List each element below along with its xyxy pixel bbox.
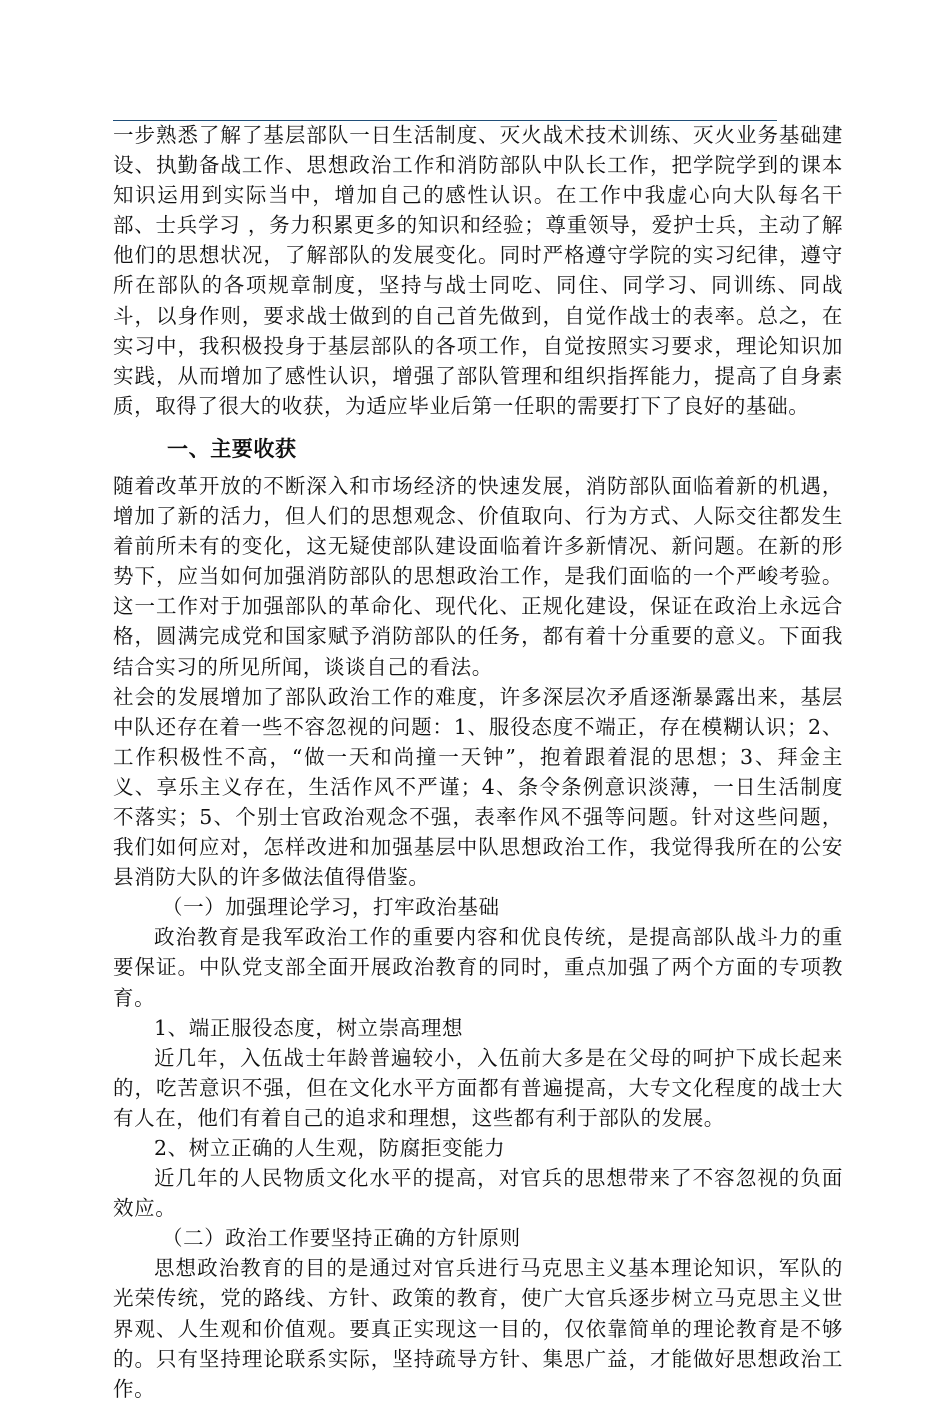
subheading-principles: （二）政治工作要坚持正确的方针原则 — [162, 1226, 521, 1251]
item-outlook-on-life: 2、树立正确的人生观，防腐拒变能力 — [154, 1136, 506, 1160]
intro-paragraph: 一步熟悉了解了基层部队一日生活制度、灭火战术技术训练、灭火业务基础建设、执勤备战工作、思想政治工作和消防部队中队长工作，把学院学到的课本知识运用到实际当中，增加自己的感性认识。在工作中我虚心向大队每名干部、士兵学习 ，务力积累更多的知识和经验；尊重领导，爱护士兵，主动了解他们的思想状况，了解部队的发展变化。同时严格遵守学院的实习纪律，遵守所在部队的各项规章制度，坚持与战士同吃、同住、同学习、同训练、同战斗，以身作则，要求战士做到的自己首先做到，自觉作战士的表率。总之，在实习中，我积极投身于基层部队的各项工作，自觉按照实习要求，理论知识加实践，从而增加了感性认识，增强了部队管理和组织指挥能力，提高了自身素质，取得了很大的收获，为适应毕业后第一任职的需要打下了良好的基础。 — [113, 123, 843, 418]
section-heading-main-gains: 一、主要收获 — [167, 436, 297, 461]
paragraph-negative-effects: 近几年的人民物质文化水平的提高，对官兵的思想带来了不容忽视的负面效应。 — [113, 1166, 843, 1221]
subheading-theory-study: （一）加强理论学习，打牢政治基础 — [162, 895, 500, 920]
paragraph-recruits: 近几年，入伍战士年龄普遍较小，入伍前大多是在父母的呵护下成长起来的，吃苦意识不强，但在文化水平方面都有普遍提高，大专文化程度的战士大有人在，他们有着自己的追求和理想，这些都有利于部队的发展。 — [113, 1045, 843, 1130]
paragraph-political-education: 政治教育是我军政治工作的重要内容和优良传统，是提高部队战斗力的重要保证。中队党支部全面开展政治教育的同时，重点加强了两个方面的专项教育。 — [113, 925, 843, 1010]
document-body — [113, 120, 843, 1404]
item-service-attitude: 1、端正服役态度，树立崇高理想 — [154, 1015, 464, 1040]
paragraph-education-goal: 思想政治教育的目的是通过对官兵进行马克思主义基本理论知识，军队的光荣传统，党的路线、方针、政策的教育，使广大官兵逐步树立马克思主义世界观、人生观和价值观。要真正实现这一目的，仅依靠简单的理论教育是不够的。只有坚持理论联系实际，坚持疏导方针、集思广益，才能做好思想政治工作。 — [113, 1256, 843, 1401]
paragraph-problems: 社会的发展增加了部队政治工作的难度，许多深层次矛盾逐渐暴露出来，基层中队还存在着一些不容忽视的问题：1、服役态度不端正，存在模糊认识；2、工作积极性不高，“做一天和尚撞一天钟”，抱着跟着混的思想；3、拜金主义、享乐主义存在，生活作风不严谨；4、条令条例意识淡薄，一日生活制度不落实；5、个别士官政治观念不强，表率作风不强等问题。针对这些问题，我们如何应对，怎样改进和加强基层中队思想政治工作，我觉得我所在的公安县消防大队的许多做法值得借鉴。 — [113, 684, 843, 890]
paragraph-context: 随着改革开放的不断深入和市场经济的快速发展，消防部队面临着新的机遇，增加了新的活力，但人们的思想观念、价值取向、行为方式、人际交往都发生着前所未有的变化，这无疑使部队建设面临着许多新情况、新问题。在新的形势下，应当如何加强消防部队的思想政治工作，是我们面临的一个严峻考验。这一工作对于加强部队的革命化、现代化、正规化建设，保证在政治上永远合格，圆满完成党和国家赋予消防部队的任务，都有着十分重要的意义。下面我结合实习的所见所闻，谈谈自己的看法。 — [113, 473, 843, 679]
